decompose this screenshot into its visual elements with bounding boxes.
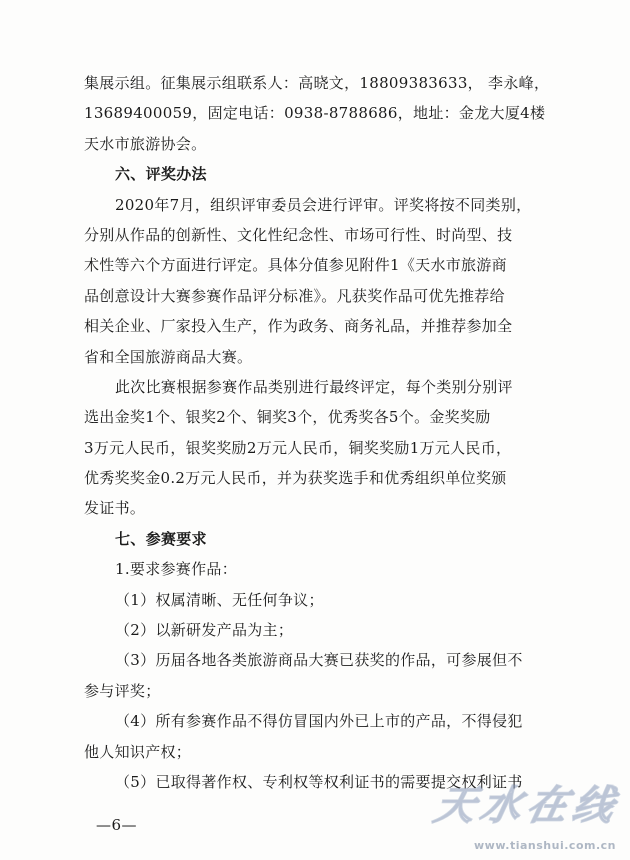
section-heading-awards: 六、评奖办法 xyxy=(115,165,207,184)
text-line: 集展示组。征集展示组联系人：高晓文，18809383633， 李永峰， xyxy=(84,74,550,92)
text-line: （2）以新研发产品为主； xyxy=(115,621,294,640)
text-line: 参与评奖； xyxy=(84,681,161,700)
page-number: —6— xyxy=(96,816,138,834)
section-heading-requirements: 七、参赛要求 xyxy=(115,529,207,548)
text-line: 品创意设计大赛参赛作品评分标准》。凡获奖作品可优先推荐给 xyxy=(84,286,505,305)
text-line: 2020年7月，组织评审委员会进行评审。评奖将按不同类别， xyxy=(115,195,532,214)
text-line: （5）已取得著作权、专利权等权利证书的需要提交权利证书 xyxy=(115,772,523,791)
watermark-logo: 天水在线 xyxy=(430,783,625,829)
text-line: 此次比赛根据参赛作品类别进行最终评定，每个类别分别评 xyxy=(115,377,513,396)
text-line: 优秀奖奖金0.2万元人民币，并为获奖选手和优秀组织单位奖颁 xyxy=(84,469,507,488)
text-line: 他人知识产权； xyxy=(84,742,192,761)
document-body xyxy=(84,68,564,797)
text-line: 相关企业、厂家投入生产，作为政务、商务礼品，并推荐参加全 xyxy=(84,317,513,336)
watermark-url: www.tianshui.com.cn xyxy=(474,839,616,852)
text-line: （3）历届各地各类旅游商品大赛已获奖的作品，可参展但不 xyxy=(115,651,523,670)
text-line: 1.要求参赛作品： xyxy=(115,560,238,579)
site-watermark xyxy=(386,774,624,854)
text-line: 3万元人民币，银奖奖励2万元人民币，铜奖奖励1万元人民币， xyxy=(84,438,512,457)
text-line: 分别从作品的创新性、文化性纪念性、市场可行性、时尚型、技 xyxy=(84,225,513,244)
text-line: （1）权属清晰、无任何争议； xyxy=(115,590,324,609)
text-line: 13689400059，固定电话：0938-8788686，地址：金龙大厦4楼 xyxy=(84,104,546,123)
text-line: 省和全国旅游商品大赛。 xyxy=(84,347,253,366)
text-line: （4）所有参赛作品不得仿冒国内外已上市的产品，不得侵犯 xyxy=(115,712,523,731)
text-line: 术性等六个方面进行评定。具体分值参见附件1《天水市旅游商 xyxy=(84,256,507,275)
text-line: 选出金奖1个、银奖2个、铜奖3个，优秀奖各5个。金奖奖励 xyxy=(84,408,491,427)
text-line: 天水市旅游协会。 xyxy=(84,134,207,153)
text-line: 发证书。 xyxy=(84,499,146,518)
